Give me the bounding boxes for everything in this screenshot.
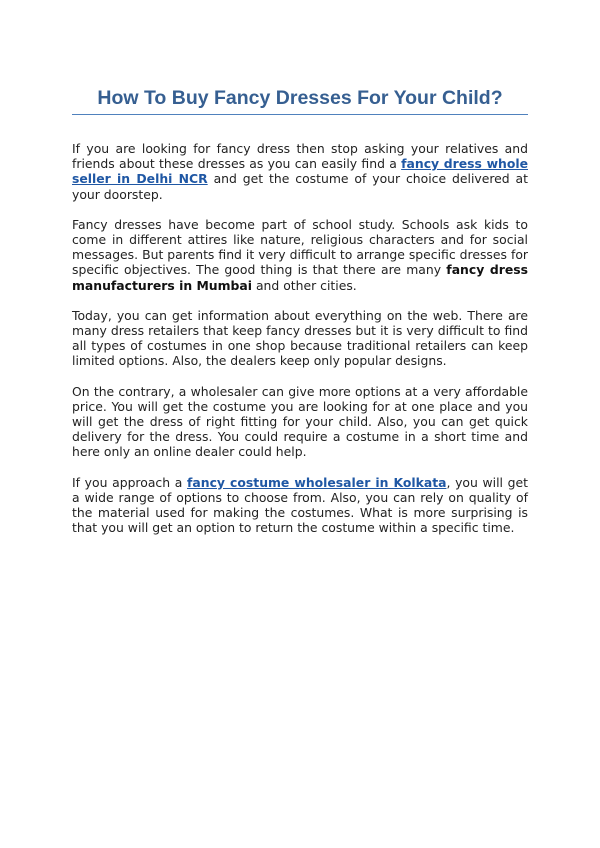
paragraph-1-text-after: and get the costume of your choice delivered at your doorstep. xyxy=(72,171,529,202)
title-underline-divider xyxy=(72,114,528,115)
paragraph-2-text-after: and other cities. xyxy=(252,277,357,293)
page-title: How To Buy Fancy Dresses For Your Child? xyxy=(97,87,503,109)
paragraph-2 xyxy=(72,217,528,293)
paragraph-4: On the contrary, a wholesaler can give more options at a very affordable price. You will get the costume you are looking for at one place and you will get the dress of right fitting for your child. Also, you can get quick delivery for the dress. You could require a costume in a short time and here only an online dealer could help. xyxy=(72,383,528,460)
paragraph-2-text-before: Fancy dresses have become part of school study. Schools ask kids to come in different attires like nature, religious characters and for social messages. But parents find it very difficult to arrange specific dresses for specific objectives. The good thing is that there are many xyxy=(72,216,528,278)
paragraph-5-text-before: If you approach a xyxy=(72,474,188,490)
article-body xyxy=(72,141,528,550)
fancy-costume-wholesaler-kolkata-link[interactable]: fancy costume wholesaler in Kolkata xyxy=(187,474,447,490)
paragraph-1 xyxy=(72,141,528,202)
paragraph-1-text-before: If you are looking for fancy dress then stop asking your relatives and friends about these dresses as you can easily find a xyxy=(72,141,528,172)
manufacturers-mumbai-bold-text: fancy dress manufacturers in Mumbai xyxy=(72,262,528,293)
paragraph-5-text-after: , you will get a wide range of options to choose from. Also, you can rely on quality of the material used for making the costumes. What is more surprising is that you will get an option to return the costume within a specific time. xyxy=(72,474,528,536)
paragraph-5 xyxy=(72,475,528,536)
paragraph-3: Today, you can get information about everything on the web. There are many dress retailers that keep fancy dresses but it is very difficult to find all types of costumes in one shop because traditional retailers can keep limited options. Also, the dealers keep only popular designs. xyxy=(72,307,528,369)
fancy-dress-wholesaler-delhi-link[interactable]: fancy dress whole seller in Delhi NCR xyxy=(72,156,529,187)
